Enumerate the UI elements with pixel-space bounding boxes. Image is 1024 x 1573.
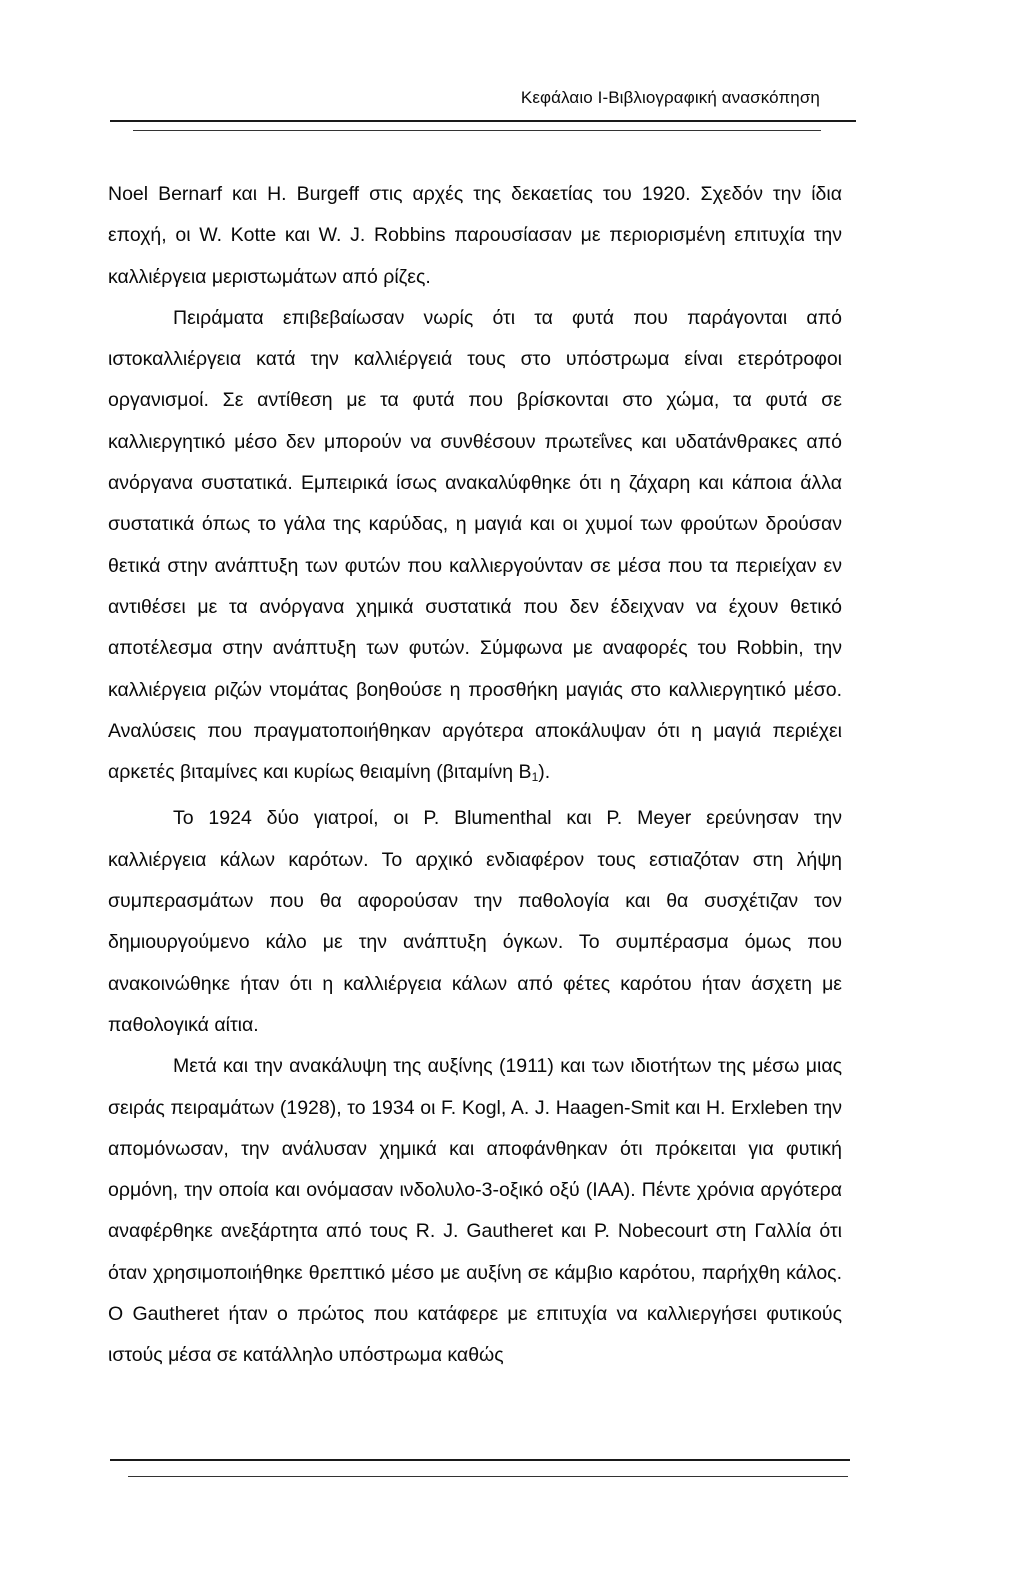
paragraph-4: Μετά και την ανακάλυψη της αυξίνης (1911) και των ιδιοτήτων της μέσω μιας σειράς πειραμάτων (1928), το 1934 οι F. Kogl, A. J. Haagen-Smit και H. Erxleben την απομόνωσαν, την ανάλυσαν χημικά και αποφάνθηκαν ότι πρόκειται για φυτική ορμόνη, την οποία και ονόμασαν ινδολυλο-3-οξικό οξύ (IAA). Πέντε χρόνια αργότερα αναφέρθηκε ανεξάρτητα από τους R. J. Gautheret και P. Nobecourt στη Γαλλία ότι όταν χρησιμοποιήθηκε θρεπτικό μέσο με αυξίνη σε κάμβιο καρότου, παρήχθη κάλος. Ο Gautheret ήταν ο πρώτος που κατάφερε με επιτυχία να καλλιεργήσει φυτικούς ιστούς μέσα σε κατάλληλο υπόστρωμα καθώς — [108, 1055, 842, 1367]
running-header: Κεφάλαιο Ι-Βιβλιογραφική ανασκόπηση — [520, 88, 820, 107]
subscript-1: 1 — [531, 770, 539, 785]
paragraph-2 — [108, 298, 842, 799]
footer-rule-thin — [128, 1476, 848, 1477]
body-text — [108, 174, 842, 1377]
paragraph-1: Noel Bernarf και H. Burgeff στις αρχές της δεκαετίας του 1920. Σχεδόν την ίδια εποχή, οι W. Kotte και W. J. Robbins παρουσίασαν με περιορισμένη επιτυχία την καλλιέργεια μεριστωμάτων από ρίζες. — [108, 183, 842, 288]
header-rule-thick — [110, 120, 856, 122]
header-rule-thin — [133, 130, 821, 131]
paragraph-3: Το 1924 δύο γιατροί, οι P. Blumenthal και P. Meyer ερεύνησαν την καλλιέργεια κάλων καρότων. Το αρχικό ενδιαφέρον τους εστιαζόταν στη λήψη συμπερασμάτων που θα αφορούσαν την παθολογία και θα συσχέτιζαν τον δημιουργούμενο κάλο με την ανάπτυξη όγκων. Το συμπέρασμα όμως που ανακοινώθηκε ήταν ότι η καλλιέργεια κάλων από φέτες καρότου ήταν άσχετη με παθολογικά αίτια. — [108, 807, 842, 1036]
paragraph-2-end: ). — [538, 761, 551, 784]
paragraph-2-text: Πειράματα επιβεβαίωσαν νωρίς ότι τα φυτά που παράγονται από ιστοκαλλιέργεια κατά την καλλιέργειά τους στο υπόστρωμα είναι ετερότροφοι οργανισμοί. Σε αντίθεση με τα φυτά που βρίσκονται στο χώμα, τα φυτά σε καλλιεργητικό μέσο δεν μπορούν να συνθέσουν πρωτεΐνες και υδατάνθρακες από ανόργανα συστατικά. Εμπειρικά ίσως ανακαλύφθηκε ότι η ζάχαρη και κάποια άλλα συστατικά όπως το γάλα της καρύδας, η μαγιά και οι χυμοί των φρούτων δρούσαν θετικά στην ανάπτυξη των φυτών που καλλιεργούνταν σε μέσα που τα περιείχαν εν αντιθέσει με τα ανόργανα χημικά συστατικά που δεν έδειχναν να έχουν θετικό αποτέλεσμα στην ανάπτυξη των φυτών. Σύμφωνα με αναφορές του Robbin, την καλλιέργεια ριζών ντομάτας βοηθούσε η προσθήκη μαγιάς στο καλλιεργητικό μέσο. Αναλύσεις που πραγματοποιήθηκαν αργότερα αποκάλυψαν ότι η μαγιά περιέχει αρκετές βιταμίνες και κυρίως θειαμίνη (βιταμίνη B — [108, 306, 842, 784]
footer-rule-thick — [110, 1459, 850, 1461]
